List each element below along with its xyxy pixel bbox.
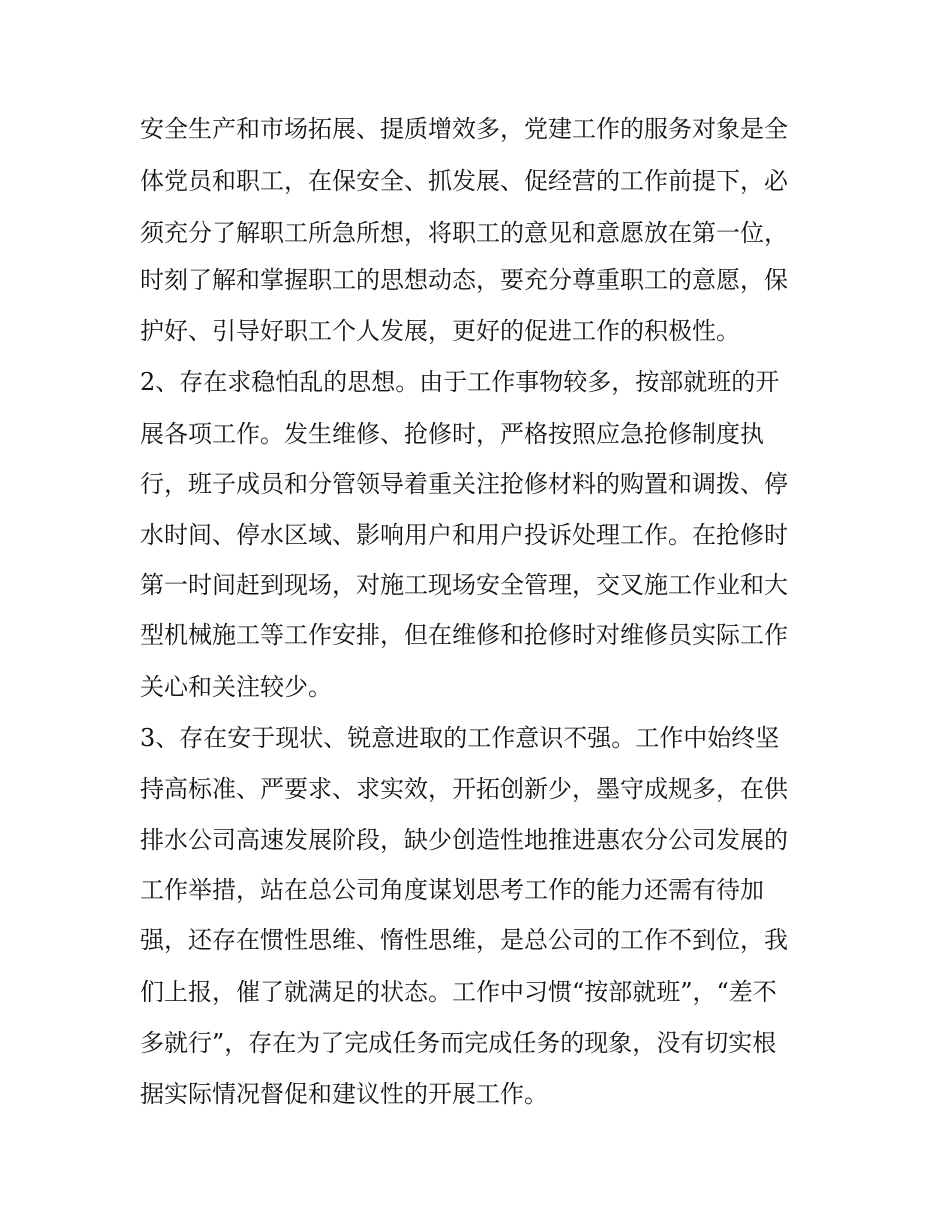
- text-line: 们上报，催了就满足的状态。工作中习惯“按部就班”，“差不: [140, 978, 777, 1006]
- text-line: 第一时间赶到现场，对施工现场安全管理，交叉施工作业和大: [140, 571, 788, 599]
- text-line: 持高标准、严要求、求实效，开拓创新少，墨守成规多，在供: [140, 775, 788, 803]
- text-line: 行，班子成员和分管领导着重关注抢修材料的购置和调拨、停: [140, 470, 788, 498]
- text-line: 多就行”，存在为了完成任务而完成任务的现象，没有切实根: [140, 1029, 777, 1057]
- text-line: 据实际情况督促和建议性的开展工作。: [140, 1080, 548, 1108]
- text-line: 工作举措，站在总公司角度谋划思考工作的能力还需有待加: [140, 876, 764, 904]
- text-line: 水时间、停水区域、影响用户和用户投诉处理工作。在抢修时: [140, 521, 788, 549]
- text-line: 须充分了解职工所急所想，将职工的意见和意愿放在第一位，: [140, 219, 788, 247]
- text-line: 强，还存在惯性思维、惰性思维，是总公司的工作不到位，我: [140, 926, 788, 954]
- text-line: 3、存在安于现状、锐意进取的工作意识不强。工作中始终坚: [140, 724, 780, 752]
- text-line: 型机械施工等工作安排，但在维修和抢修时对维修员实际工作: [140, 621, 788, 649]
- text-line: 护好、引导好职工个人发展，更好的促进工作的积极性。: [140, 317, 740, 345]
- text-line: 体党员和职工，在保安全、抓发展、促经营的工作前提下，必: [140, 167, 788, 195]
- text-line: 关心和关注较少。: [140, 673, 332, 701]
- text-line: 2、存在求稳怕乱的思想。由于工作事物较多，按部就班的开: [140, 368, 780, 396]
- text-line: 排水公司高速发展阶段，缺少创造性地推进惠农分公司发展的: [140, 826, 788, 854]
- text-line: 安全生产和市场拓展、提质增效多，党建工作的服务对象是全: [140, 115, 788, 143]
- text-line: 展各项工作。发生维修、抢修时，严格按照应急抢修制度执: [140, 420, 764, 448]
- text-line: 时刻了解和掌握职工的思想动态，要充分尊重职工的意愿，保: [140, 266, 788, 294]
